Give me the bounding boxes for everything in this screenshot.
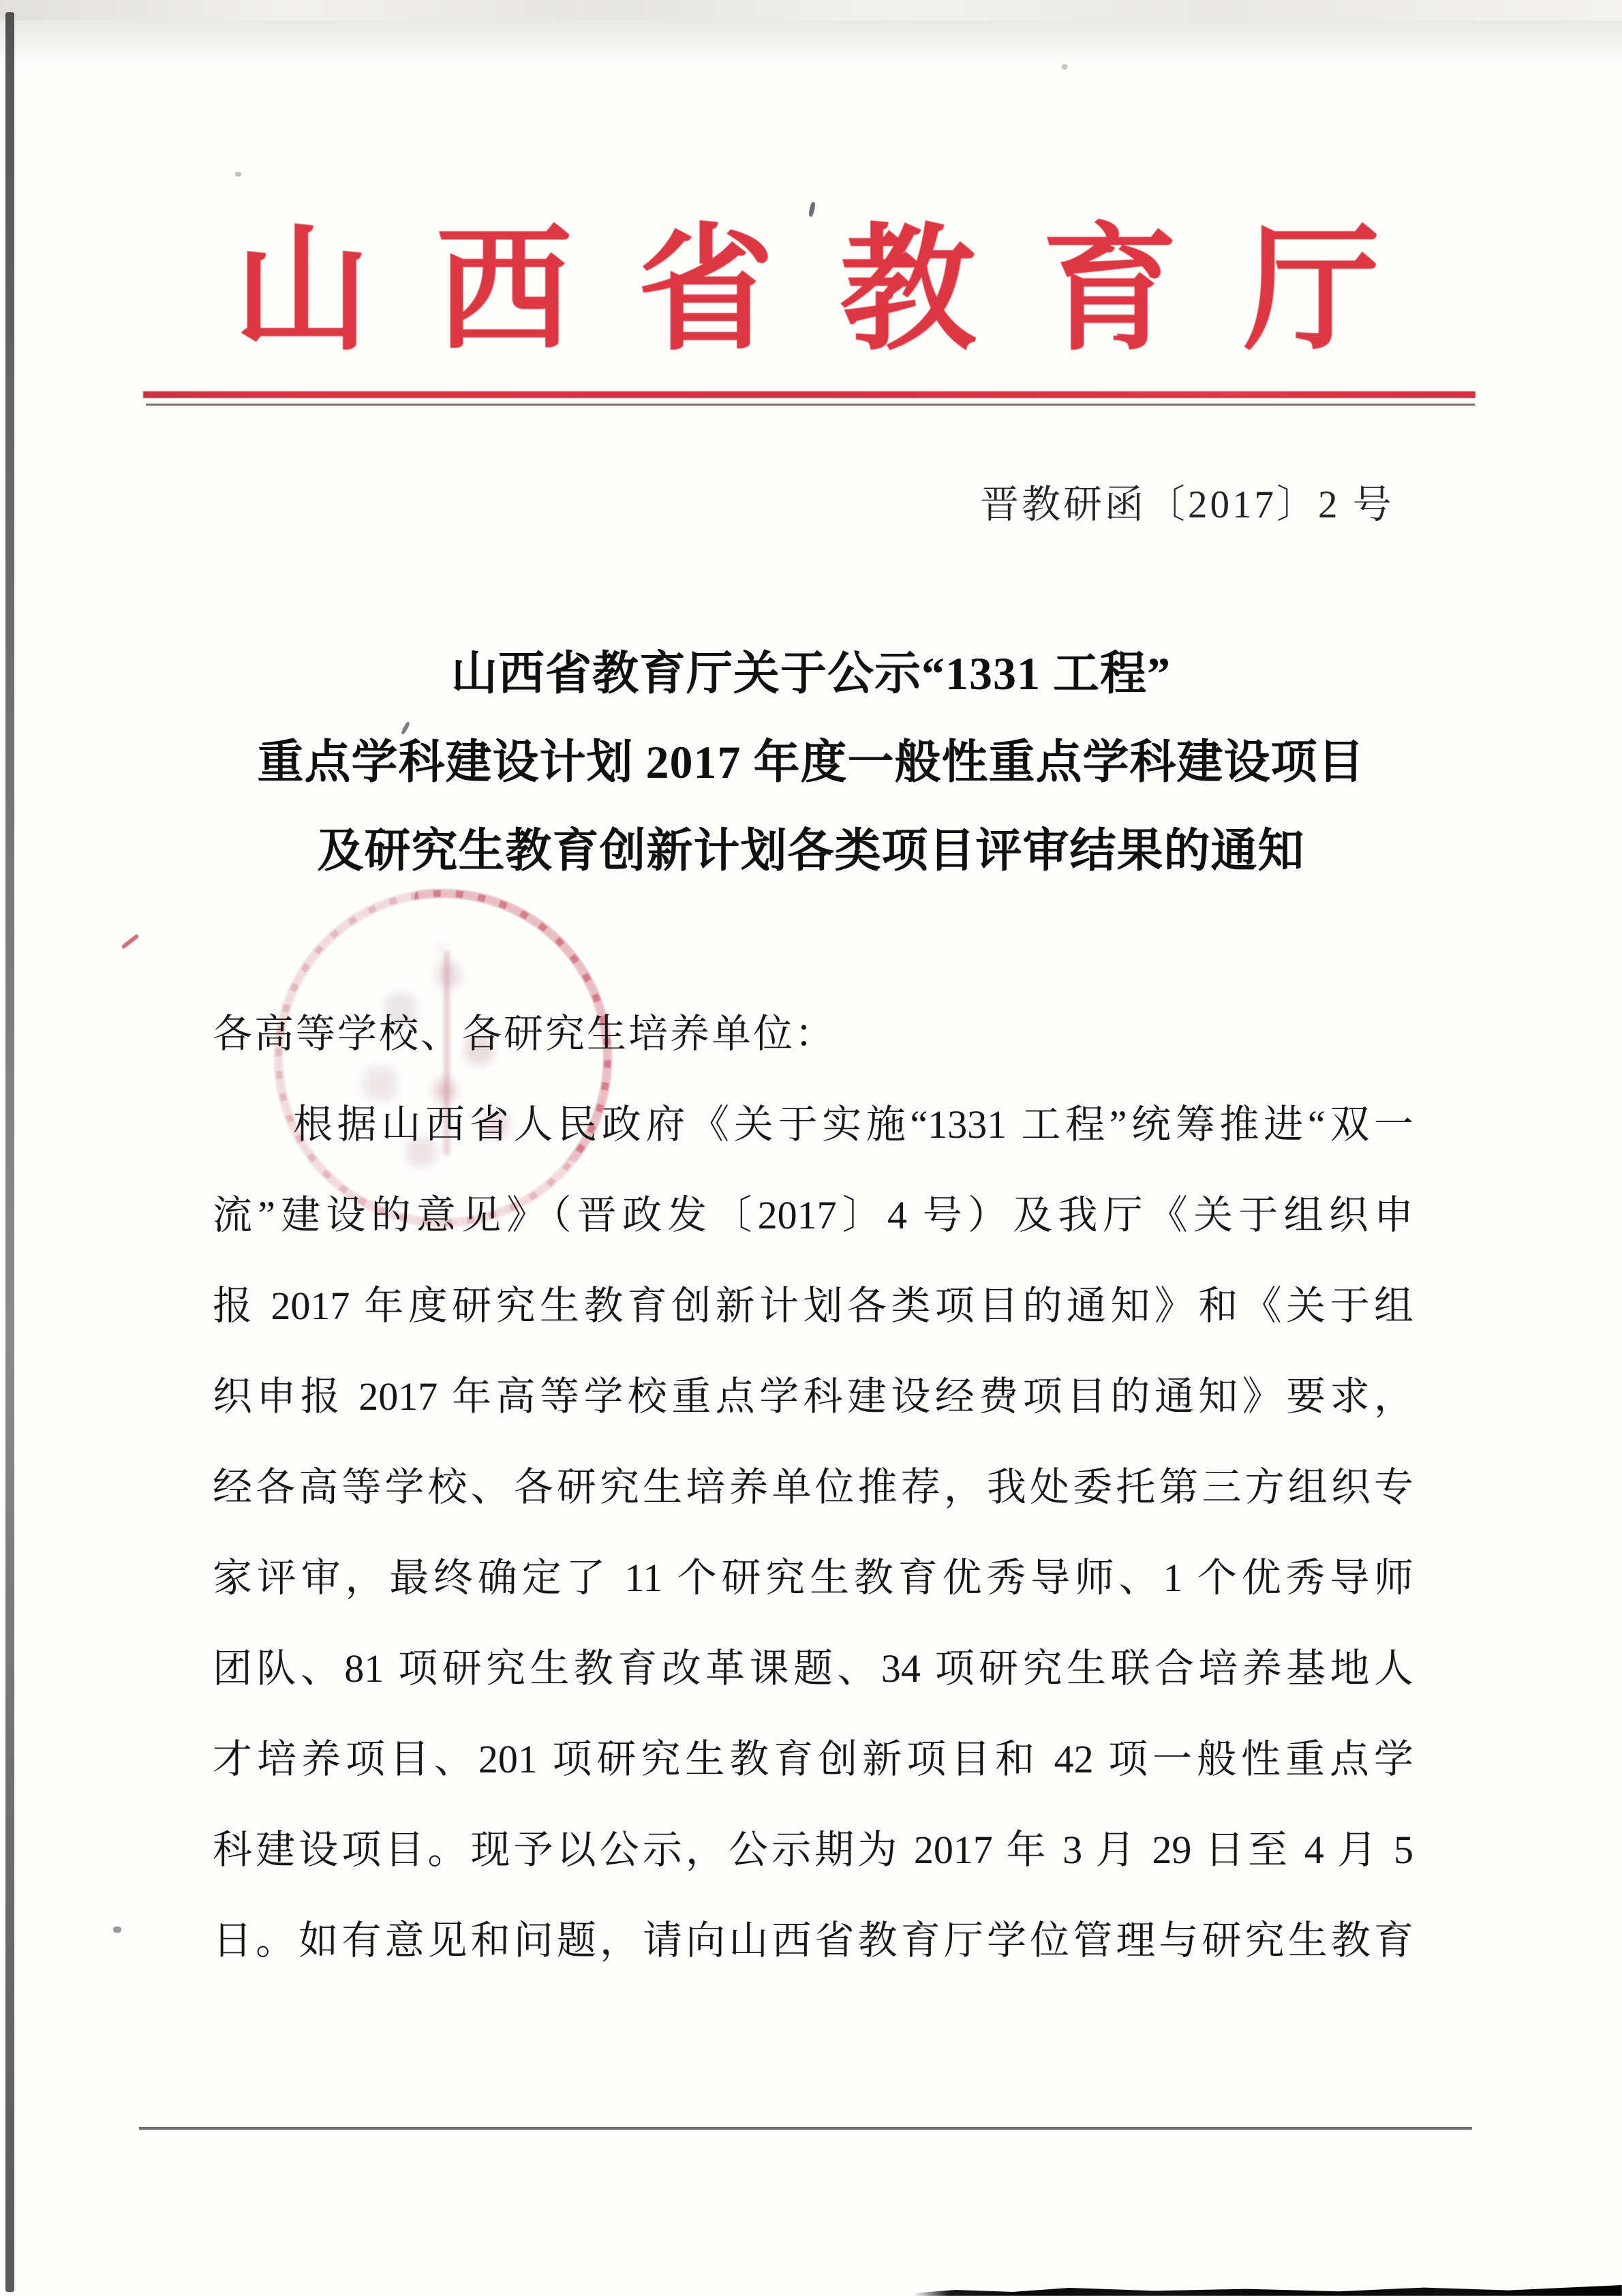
red-pen-mark (121, 933, 139, 949)
masthead-char: 山 (234, 216, 371, 367)
scan-speck (113, 1927, 121, 1933)
masthead-char: 厅 (1243, 216, 1380, 367)
body-line: 流”建设的意见》（晋政发〔2017〕4 号）及我厅《关于组织申 (213, 1193, 1413, 1237)
title-line-3: 及研究生教育创新计划各类项目评审结果的通知 (317, 825, 1305, 877)
body-line: 织申报 2017 年高等学校重点学科建设经费项目的通知》要求， (213, 1374, 1413, 1419)
masthead-char: 育 (1041, 216, 1178, 367)
title-line-2: 重点学科建设计划 2017 年度一般性重点学科建设项目 (257, 736, 1365, 788)
scan-speck (235, 172, 241, 177)
scan-speck (808, 202, 816, 217)
body-line: 日。如有意见和问题，请向山西省教育厅学位管理与研究生教育 (213, 1918, 1413, 1963)
body-line: 根据山西省人民政府《关于实施“1331 工程”统筹推进“双一 (293, 1102, 1413, 1147)
scan-speck (1062, 64, 1067, 70)
salutation-line: 各高等学校、各研究生培养单位： (213, 1012, 837, 1056)
masthead-char: 省 (637, 216, 774, 367)
body-line: 科建设项目。现予以公示，公示期为 2017 年 3 月 29 日至 4 月 5 (213, 1828, 1413, 1872)
scan-edge-shadow-top (0, 20, 1622, 68)
letterhead-rule-red (143, 391, 1475, 398)
masthead-char: 教 (840, 216, 977, 367)
footer-rule-thin (139, 2127, 1472, 2130)
agency-masthead (234, 217, 1380, 367)
body-line: 家评审，最终确定了 11 个研究生教育优秀导师、1 个优秀导师 (213, 1556, 1413, 1600)
masthead-char: 西 (435, 216, 572, 367)
scan-edge-artifact-left (5, 12, 14, 2292)
body-line: 经各高等学校、各研究生培养单位推荐，我处委托第三方组织专 (213, 1465, 1413, 1509)
title-line-1: 山西省教育厅关于公示“1331 工程” (450, 648, 1171, 699)
body-line: 才培养项目、201 项研究生教育创新项目和 42 项一般性重点学 (213, 1737, 1413, 1781)
body-line: 报 2017 年度研究生教育创新计划各类项目的通知》和《关于组 (213, 1284, 1413, 1328)
scan-edge-artifact-bottom (913, 2282, 1622, 2296)
letterhead-rule-thin (146, 404, 1475, 406)
document-body (213, 988, 1413, 1986)
document-title (95, 629, 1527, 895)
body-line: 团队、81 项研究生教育改革课题、34 项研究生联合培养基地人 (213, 1646, 1413, 1691)
footer-rule-red (138, 2143, 1472, 2151)
document-reference-number: 晋教研函〔2017〕2 号 (980, 483, 1394, 526)
scan-edge-artifact-top (0, 0, 1622, 20)
seal-inner-faded-text (438, 944, 445, 951)
